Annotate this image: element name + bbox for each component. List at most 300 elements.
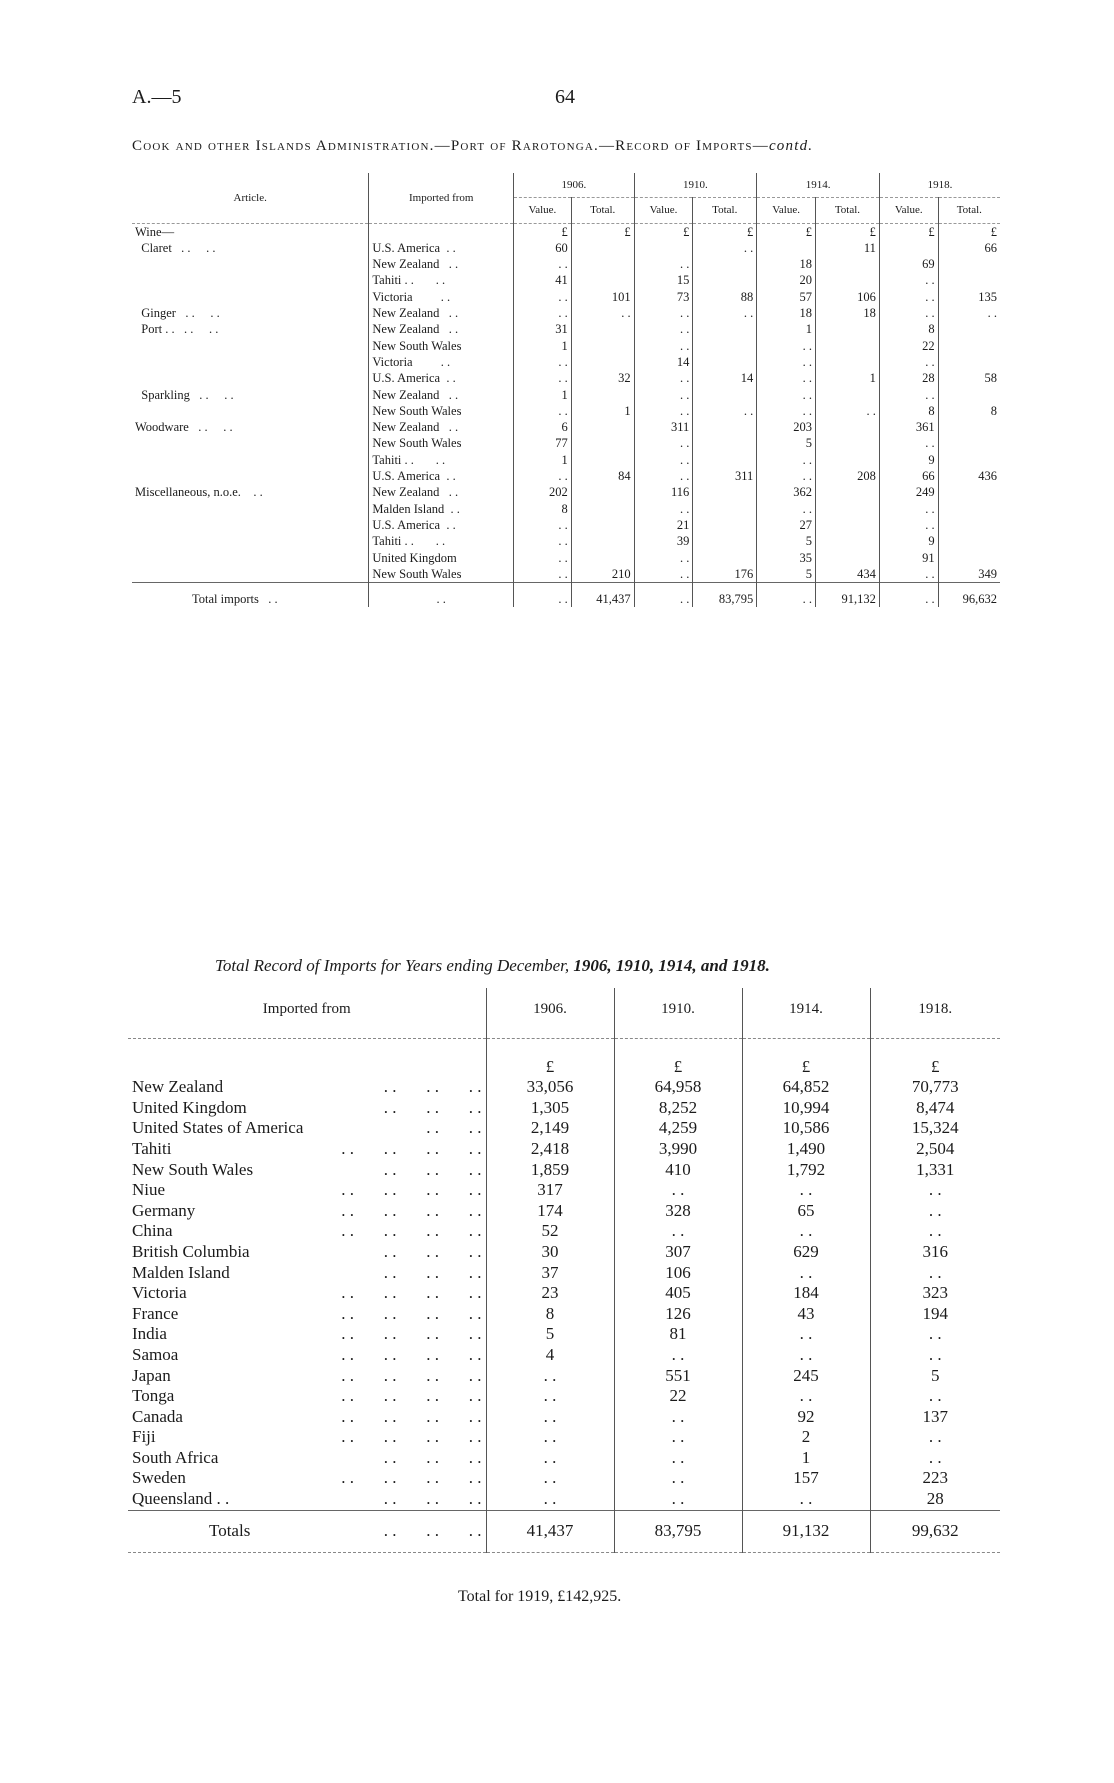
value-cell: 184 xyxy=(742,1283,870,1304)
leader-dots: . . . . . . . . xyxy=(341,1283,482,1303)
leader-dots: . . . . . . . . xyxy=(341,1386,482,1406)
header-imported-from: Imported from xyxy=(369,173,514,223)
value-cell: 81 xyxy=(614,1324,742,1345)
value-cell: . . xyxy=(742,1180,870,1201)
total-cell xyxy=(815,256,879,272)
table-row xyxy=(128,1427,1000,1448)
country-name: New South Wales xyxy=(132,1159,254,1179)
value-cell: . . xyxy=(870,1263,1000,1284)
total-cell xyxy=(571,338,634,354)
leader-dots: . . . . . . . . xyxy=(341,1180,482,1200)
leader-dots: . . . . . . . . xyxy=(341,1324,482,1344)
value-cell: . . xyxy=(634,305,693,321)
total-cell: . . xyxy=(693,240,757,256)
leader-dots: . . . . . . . . xyxy=(341,1221,482,1241)
value-cell: 1 xyxy=(757,321,816,337)
value-cell: . . xyxy=(634,468,693,484)
article-cell xyxy=(132,468,369,484)
total-value-cell: 41,437 xyxy=(486,1510,614,1553)
header-value: Value. xyxy=(757,198,816,223)
table-row xyxy=(132,550,1000,566)
value-cell: . . xyxy=(757,452,816,468)
country-cell xyxy=(128,1077,486,1098)
value-cell: 174 xyxy=(486,1201,614,1222)
value-cell: . . xyxy=(879,354,938,370)
article-cell xyxy=(132,289,369,305)
value-cell: . . xyxy=(757,468,816,484)
total-cell xyxy=(693,501,757,517)
value-cell: . . xyxy=(634,256,693,272)
table-row xyxy=(132,452,1000,468)
table-row xyxy=(128,1077,1000,1098)
leader-dots: . . . . . . . . xyxy=(341,1344,482,1364)
article-cell xyxy=(132,272,369,288)
article-cell xyxy=(132,354,369,370)
total-cell xyxy=(571,419,634,435)
imported-from-cell: Tahiti . . . . xyxy=(369,452,514,468)
header-value: Value. xyxy=(514,198,572,223)
value-cell: 52 xyxy=(486,1221,614,1242)
total-cell xyxy=(938,321,1000,337)
value-cell: . . xyxy=(742,1221,870,1242)
value-cell: . . xyxy=(634,550,693,566)
leader-dots: . . . . . . xyxy=(383,1241,482,1261)
total-cell: . . xyxy=(815,403,879,419)
table-row xyxy=(132,223,1000,240)
value-cell: 28 xyxy=(870,1489,1000,1510)
table-row xyxy=(132,484,1000,500)
country-name: New Zealand xyxy=(132,1077,224,1097)
section-title xyxy=(132,138,1002,155)
header-total: Total. xyxy=(571,198,634,223)
table-row xyxy=(132,370,1000,386)
value-cell: 361 xyxy=(879,419,938,435)
value-cell: 249 xyxy=(879,484,938,500)
imported-from-cell: Victoria . . xyxy=(369,354,514,370)
total-cell: . . xyxy=(693,403,757,419)
value-cell: 8,252 xyxy=(614,1098,742,1119)
leader-dots: . . . . . . xyxy=(383,1521,482,1541)
value-cell: . . xyxy=(514,370,572,386)
total-cell xyxy=(571,321,634,337)
total-imports-label: Total imports . . xyxy=(132,583,369,608)
total-record-title-years: 1906, 1910, 1914, and 1918. xyxy=(573,956,770,975)
value-cell: . . xyxy=(757,338,816,354)
total-cell xyxy=(815,272,879,288)
value-cell: . . xyxy=(757,501,816,517)
total-cell xyxy=(938,501,1000,517)
leader-dots: . . . . . . xyxy=(383,1447,482,1467)
value-cell: . . xyxy=(634,452,693,468)
value-cell: 15,324 xyxy=(870,1118,1000,1139)
table-row xyxy=(128,1283,1000,1304)
total-cell: 436 xyxy=(938,468,1000,484)
header-year-1910: 1910. xyxy=(634,173,757,198)
value-cell: 1,331 xyxy=(870,1160,1000,1181)
table-row xyxy=(132,387,1000,403)
value-cell: 410 xyxy=(614,1160,742,1181)
table-row xyxy=(128,1407,1000,1428)
country-name: Canada xyxy=(132,1406,183,1426)
value-cell: . . xyxy=(879,435,938,451)
imported-from-cell: New South Wales xyxy=(369,403,514,419)
total-cell xyxy=(815,550,879,566)
header-year-1910: 1910. xyxy=(614,988,742,1038)
value-cell: . . xyxy=(634,338,693,354)
table-row xyxy=(128,1366,1000,1387)
value-cell: . . xyxy=(486,1489,614,1510)
value-cell: 3,990 xyxy=(614,1139,742,1160)
value-cell: 1 xyxy=(742,1448,870,1469)
value-cell: . . xyxy=(879,517,938,533)
table-row xyxy=(128,1180,1000,1201)
total-cell: 1 xyxy=(815,370,879,386)
country-cell xyxy=(128,1283,486,1304)
currency-row-spacer xyxy=(128,1038,486,1077)
value-cell: . . xyxy=(870,1386,1000,1407)
value-cell: 1,305 xyxy=(486,1098,614,1119)
country-name: British Columbia xyxy=(132,1241,250,1261)
value-cell: . . xyxy=(634,583,693,608)
country-cell xyxy=(128,1489,486,1510)
country-cell xyxy=(128,1118,486,1139)
value-cell: 2,149 xyxy=(486,1118,614,1139)
value-cell: . . xyxy=(757,387,816,403)
country-cell xyxy=(128,1448,486,1469)
header-year-1918: 1918. xyxy=(870,988,1000,1038)
value-cell: 8 xyxy=(486,1304,614,1325)
table-row xyxy=(132,533,1000,549)
imported-from-cell: New South Wales xyxy=(369,566,514,583)
leader-dots: . . . . . . . . xyxy=(341,1406,482,1426)
article-cell xyxy=(132,501,369,517)
country-name: India xyxy=(132,1324,167,1344)
total-cell xyxy=(938,550,1000,566)
currency-symbol: £ xyxy=(742,1038,870,1077)
table-row xyxy=(132,566,1000,583)
value-cell: . . xyxy=(634,321,693,337)
country-name: China xyxy=(132,1221,173,1241)
value-cell: 69 xyxy=(879,256,938,272)
total-cell: 32 xyxy=(571,370,634,386)
value-cell: . . xyxy=(514,550,572,566)
value-cell: 66 xyxy=(879,468,938,484)
value-cell: 77 xyxy=(514,435,572,451)
total-cell xyxy=(571,517,634,533)
value-cell: . . xyxy=(879,387,938,403)
total-cell xyxy=(571,387,634,403)
value-cell: 8 xyxy=(879,403,938,419)
imported-from-cell: Tahiti . . . . xyxy=(369,533,514,549)
total-value-cell: 99,632 xyxy=(870,1510,1000,1553)
value-cell: . . xyxy=(634,435,693,451)
totals-label: Totals xyxy=(209,1521,251,1541)
value-cell: 551 xyxy=(614,1366,742,1387)
total-cell xyxy=(571,435,634,451)
value-cell xyxy=(879,240,938,256)
value-cell: . . xyxy=(870,1448,1000,1469)
country-cell xyxy=(128,1263,486,1284)
leader-dots: . . . . . . . . xyxy=(341,1468,482,1488)
total-cell: 83,795 xyxy=(693,583,757,608)
page-number: 64 xyxy=(555,86,575,108)
value-cell: 10,994 xyxy=(742,1098,870,1119)
value-cell: . . xyxy=(614,1407,742,1428)
value-cell: 157 xyxy=(742,1468,870,1489)
total-cell xyxy=(815,435,879,451)
currency-symbol: £ xyxy=(486,1038,614,1077)
country-cell xyxy=(128,1366,486,1387)
value-cell: . . xyxy=(870,1221,1000,1242)
country-name: South Africa xyxy=(132,1447,219,1467)
table-row xyxy=(128,1098,1000,1119)
value-cell: 223 xyxy=(870,1468,1000,1489)
value-cell: 1 xyxy=(514,338,572,354)
total-cell xyxy=(938,435,1000,451)
total-cell: 311 xyxy=(693,468,757,484)
value-cell: . . xyxy=(879,289,938,305)
total-cell xyxy=(693,484,757,500)
leader-dots: . . . . . . xyxy=(383,1097,482,1117)
imported-from-cell xyxy=(369,223,514,240)
total-cell xyxy=(815,452,879,468)
total-cell xyxy=(938,272,1000,288)
value-cell: 64,958 xyxy=(614,1077,742,1098)
value-cell: . . xyxy=(634,387,693,403)
value-cell: . . xyxy=(486,1427,614,1448)
value-cell: 22 xyxy=(614,1386,742,1407)
value-cell: . . xyxy=(742,1386,870,1407)
total-cell xyxy=(693,550,757,566)
country-cell xyxy=(128,1201,486,1222)
table-row xyxy=(132,468,1000,484)
article-cell xyxy=(132,566,369,583)
value-cell: . . xyxy=(757,583,816,608)
total-cell: . . xyxy=(938,305,1000,321)
value-cell: . . xyxy=(486,1448,614,1469)
total-cell: 84 xyxy=(571,468,634,484)
value-cell: 8,474 xyxy=(870,1098,1000,1119)
value-cell: 1 xyxy=(514,452,572,468)
leader-dots: . . . . . . xyxy=(383,1077,482,1097)
country-cell xyxy=(128,1427,486,1448)
value-cell: 91 xyxy=(879,550,938,566)
value-cell: . . xyxy=(634,370,693,386)
value-cell: . . xyxy=(742,1489,870,1510)
header-total: Total. xyxy=(693,198,757,223)
country-cell xyxy=(128,1160,486,1181)
total-cell: £ xyxy=(815,223,879,240)
total-cell: 106 xyxy=(815,289,879,305)
leader-dots: . . . . . . xyxy=(383,1262,482,1282)
article-cell xyxy=(132,370,369,386)
table-row xyxy=(128,1468,1000,1489)
value-cell: . . xyxy=(634,501,693,517)
total-imports-from: . . xyxy=(369,583,514,608)
value-cell: 2,504 xyxy=(870,1139,1000,1160)
imported-from-cell: New South Wales xyxy=(369,338,514,354)
value-cell: . . xyxy=(614,1345,742,1366)
total-cell xyxy=(571,354,634,370)
table-row xyxy=(128,1386,1000,1407)
table-row xyxy=(128,1201,1000,1222)
table-row xyxy=(132,240,1000,256)
header-article: Article. xyxy=(132,173,369,223)
value-cell: 1 xyxy=(514,387,572,403)
total-cell xyxy=(938,452,1000,468)
table-row xyxy=(132,272,1000,288)
total-cell xyxy=(571,501,634,517)
value-cell: 245 xyxy=(742,1366,870,1387)
header-total: Total. xyxy=(938,198,1000,223)
imported-from-cell: New Zealand . . xyxy=(369,419,514,435)
value-cell: 35 xyxy=(757,550,816,566)
total-cell xyxy=(693,517,757,533)
total-cell: 88 xyxy=(693,289,757,305)
value-cell xyxy=(634,240,693,256)
imported-from-cell: United Kingdom xyxy=(369,550,514,566)
header-year-1918: 1918. xyxy=(879,173,1000,198)
article-cell: Port . . . . . . xyxy=(135,322,219,337)
article-cell xyxy=(132,533,369,549)
header-value: Value. xyxy=(879,198,938,223)
total-value-cell: 83,795 xyxy=(614,1510,742,1553)
country-cell xyxy=(128,1098,486,1119)
value-cell: . . xyxy=(486,1468,614,1489)
leader-dots: . . . . . . . . xyxy=(341,1365,482,1385)
value-cell: 5 xyxy=(757,533,816,549)
value-cell: 9 xyxy=(879,452,938,468)
value-cell: . . xyxy=(870,1180,1000,1201)
value-cell: 22 xyxy=(879,338,938,354)
imported-from-cell: New Zealand . . xyxy=(369,484,514,500)
total-cell: £ xyxy=(938,223,1000,240)
country-name: Tonga xyxy=(132,1386,175,1406)
country-name: Germany xyxy=(132,1200,196,1220)
value-cell: 5 xyxy=(757,566,816,583)
leader-dots: . . . . . . xyxy=(383,1489,482,1509)
total-cell: £ xyxy=(571,223,634,240)
total-cell: 66 xyxy=(938,240,1000,256)
value-cell: . . xyxy=(634,403,693,419)
total-cell: 349 xyxy=(938,566,1000,583)
country-name: Malden Island xyxy=(132,1262,230,1282)
value-cell: 18 xyxy=(757,305,816,321)
table-row xyxy=(132,305,1000,321)
total-cell: 210 xyxy=(571,566,634,583)
country-cell xyxy=(128,1407,486,1428)
country-name: Fiji xyxy=(132,1427,156,1447)
value-cell: 33,056 xyxy=(486,1077,614,1098)
table-row xyxy=(128,1242,1000,1263)
table-row xyxy=(132,338,1000,354)
total-cell xyxy=(693,387,757,403)
total-cell xyxy=(571,550,634,566)
value-cell: 5 xyxy=(870,1366,1000,1387)
country-name: Samoa xyxy=(132,1344,179,1364)
value-cell: 65 xyxy=(742,1201,870,1222)
country-name: United Kingdom xyxy=(132,1097,247,1117)
header-year-1914: 1914. xyxy=(757,173,880,198)
value-cell: 194 xyxy=(870,1304,1000,1325)
total-cell xyxy=(571,484,634,500)
table-row xyxy=(128,1263,1000,1284)
value-cell: . . xyxy=(870,1345,1000,1366)
total-cell xyxy=(693,321,757,337)
country-cell xyxy=(128,1139,486,1160)
total-cell: 434 xyxy=(815,566,879,583)
value-cell: 73 xyxy=(634,289,693,305)
total-cell xyxy=(938,419,1000,435)
value-cell: . . xyxy=(514,517,572,533)
value-cell: £ xyxy=(514,223,572,240)
header-imported-from: Imported from xyxy=(128,988,486,1038)
value-cell: 4 xyxy=(486,1345,614,1366)
total-cell: £ xyxy=(693,223,757,240)
imports-by-article-body xyxy=(132,223,1000,607)
total-cell: 208 xyxy=(815,468,879,484)
article-cell: Woodware . . . . xyxy=(135,420,233,435)
total-cell xyxy=(693,419,757,435)
total-cell xyxy=(815,338,879,354)
value-cell: . . xyxy=(870,1201,1000,1222)
value-cell: 20 xyxy=(757,272,816,288)
currency-symbol: £ xyxy=(614,1038,742,1077)
country-name: Sweden xyxy=(132,1468,186,1488)
imported-from-cell: New Zealand . . xyxy=(369,321,514,337)
total-cell xyxy=(815,501,879,517)
value-cell: 39 xyxy=(634,533,693,549)
total-cell xyxy=(938,533,1000,549)
value-cell: 37 xyxy=(486,1263,614,1284)
total-record-title-prefix: Total Record of Imports for Years ending December, xyxy=(215,956,574,975)
total-cell: 11 xyxy=(815,240,879,256)
value-cell: 4,259 xyxy=(614,1118,742,1139)
imported-from-cell: New Zealand . . xyxy=(369,256,514,272)
value-cell: 23 xyxy=(486,1283,614,1304)
value-cell: . . xyxy=(486,1407,614,1428)
value-cell: 5 xyxy=(757,435,816,451)
value-cell: . . xyxy=(514,305,572,321)
total-cell xyxy=(693,533,757,549)
value-cell: 203 xyxy=(757,419,816,435)
imported-from-cell: New Zealand . . xyxy=(369,305,514,321)
value-cell: 311 xyxy=(634,419,693,435)
total-cell: . . xyxy=(693,305,757,321)
value-cell: 8 xyxy=(514,501,572,517)
country-cell xyxy=(128,1386,486,1407)
country-cell xyxy=(128,1468,486,1489)
leader-dots: . . . . . . xyxy=(383,1159,482,1179)
total-cell xyxy=(815,387,879,403)
value-cell: 43 xyxy=(742,1304,870,1325)
imported-from-cell: Malden Island . . xyxy=(369,501,514,517)
total-record-body xyxy=(128,1038,1000,1553)
value-cell: 57 xyxy=(757,289,816,305)
leader-dots: . . . . . . . . xyxy=(341,1200,482,1220)
value-cell: . . xyxy=(514,403,572,419)
total-cell xyxy=(693,272,757,288)
value-cell: . . xyxy=(614,1427,742,1448)
value-cell: 1,859 xyxy=(486,1160,614,1181)
country-cell xyxy=(128,1180,486,1201)
header-year-1914: 1914. xyxy=(742,988,870,1038)
total-cell xyxy=(693,354,757,370)
total-cell: 101 xyxy=(571,289,634,305)
table-row xyxy=(128,1345,1000,1366)
value-cell: 405 xyxy=(614,1283,742,1304)
value-cell: 60 xyxy=(514,240,572,256)
